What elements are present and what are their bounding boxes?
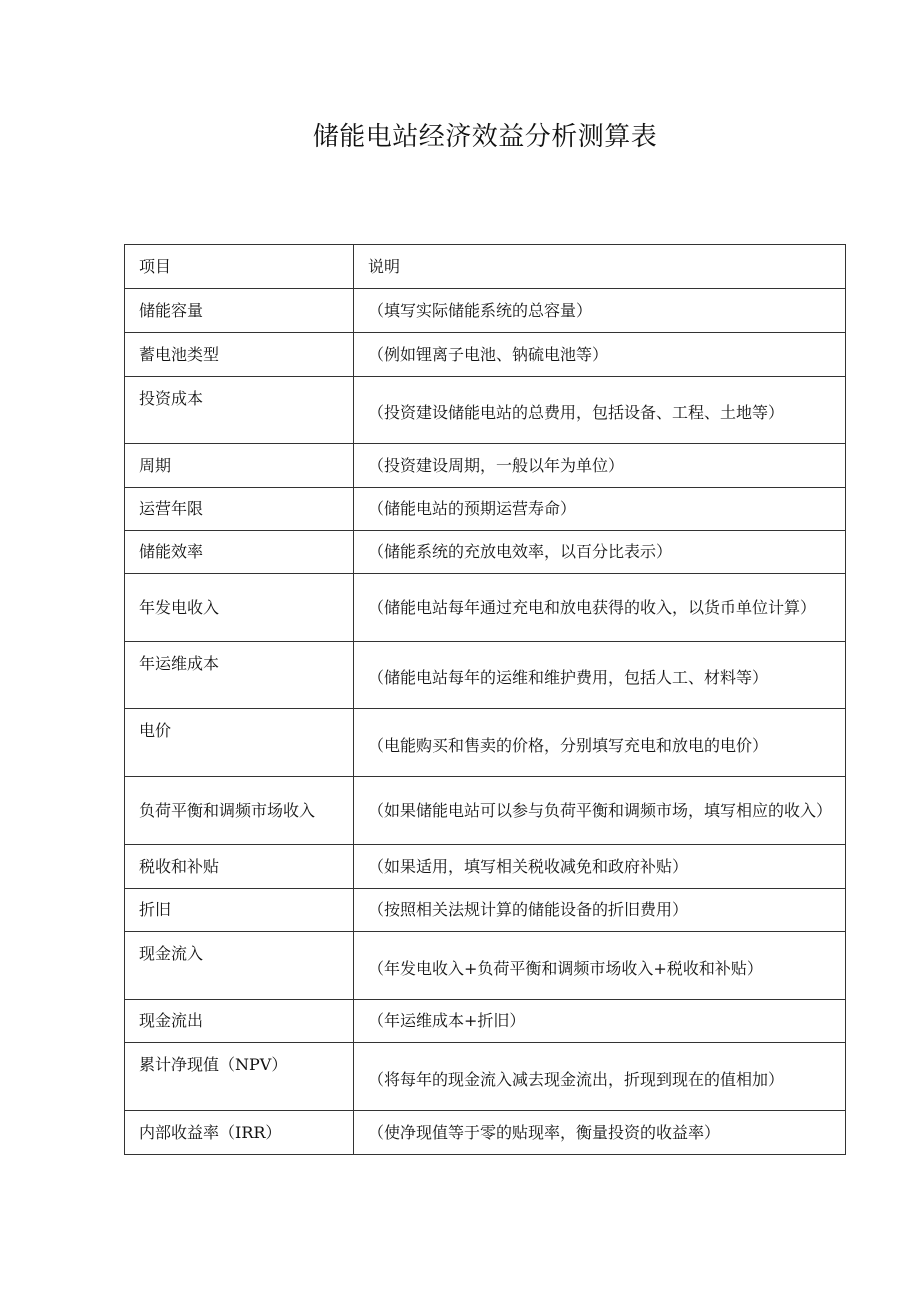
row-item: 运营年限 xyxy=(125,488,354,531)
table-row xyxy=(125,932,846,1000)
row-desc: （如果储能电站可以参与负荷平衡和调频市场，填写相应的收入） xyxy=(354,777,846,845)
row-item: 周期 xyxy=(125,444,354,488)
analysis-table xyxy=(124,244,846,1155)
table-row xyxy=(125,642,846,709)
page-title: 储能电站经济效益分析测算表 xyxy=(312,122,658,152)
row-desc: （例如锂离子电池、钠硫电池等） xyxy=(354,333,846,377)
row-desc: （年运维成本+折旧） xyxy=(354,1000,846,1043)
row-item: 储能效率 xyxy=(125,531,354,574)
table-row xyxy=(125,377,846,444)
row-desc: （将每年的现金流入减去现金流出，折现到现在的值相加） xyxy=(354,1043,846,1111)
row-item: 折旧 xyxy=(125,889,354,932)
table-row xyxy=(125,488,846,531)
table-row xyxy=(125,889,846,932)
table-row xyxy=(125,1000,846,1043)
header-item: 项目 xyxy=(125,245,354,289)
row-desc: （投资建设储能电站的总费用，包括设备、工程、土地等） xyxy=(354,377,846,444)
row-desc: （使净现值等于零的贴现率，衡量投资的收益率） xyxy=(354,1111,846,1155)
row-desc: （按照相关法规计算的储能设备的折旧费用） xyxy=(354,889,846,932)
row-desc: （年发电收入+负荷平衡和调频市场收入+税收和补贴） xyxy=(354,932,846,1000)
row-item: 投资成本 xyxy=(125,377,354,444)
table-row xyxy=(125,709,846,777)
row-item: 累计净现值（NPV） xyxy=(125,1043,354,1111)
row-item: 储能容量 xyxy=(125,289,354,333)
table-row xyxy=(125,333,846,377)
table-row xyxy=(125,777,846,845)
row-desc: （储能系统的充放电效率，以百分比表示） xyxy=(354,531,846,574)
row-item: 现金流出 xyxy=(125,1000,354,1043)
row-desc: （储能电站每年的运维和维护费用，包括人工、材料等） xyxy=(354,642,846,709)
row-item: 现金流入 xyxy=(125,932,354,1000)
table-row xyxy=(125,444,846,488)
table-header-row xyxy=(125,245,846,289)
row-desc: （储能电站的预期运营寿命） xyxy=(354,488,846,531)
header-desc: 说明 xyxy=(354,245,846,289)
table-row xyxy=(125,574,846,642)
row-desc: （投资建设周期，一般以年为单位） xyxy=(354,444,846,488)
row-desc: （电能购买和售卖的价格，分别填写充电和放电的电价） xyxy=(354,709,846,777)
table-row xyxy=(125,845,846,889)
table-row xyxy=(125,289,846,333)
row-desc: （储能电站每年通过充电和放电获得的收入，以货币单位计算） xyxy=(354,574,846,642)
row-item: 年发电收入 xyxy=(125,574,354,642)
row-item: 年运维成本 xyxy=(125,642,354,709)
row-desc: （填写实际储能系统的总容量） xyxy=(354,289,846,333)
row-desc: （如果适用，填写相关税收减免和政府补贴） xyxy=(354,845,846,889)
table-row xyxy=(125,1111,846,1155)
row-item: 内部收益率（IRR） xyxy=(125,1111,354,1155)
row-item: 蓄电池类型 xyxy=(125,333,354,377)
row-item: 税收和补贴 xyxy=(125,845,354,889)
table-row xyxy=(125,1043,846,1111)
row-item: 电价 xyxy=(125,709,354,777)
row-item: 负荷平衡和调频市场收入 xyxy=(125,777,354,845)
table-row xyxy=(125,531,846,574)
